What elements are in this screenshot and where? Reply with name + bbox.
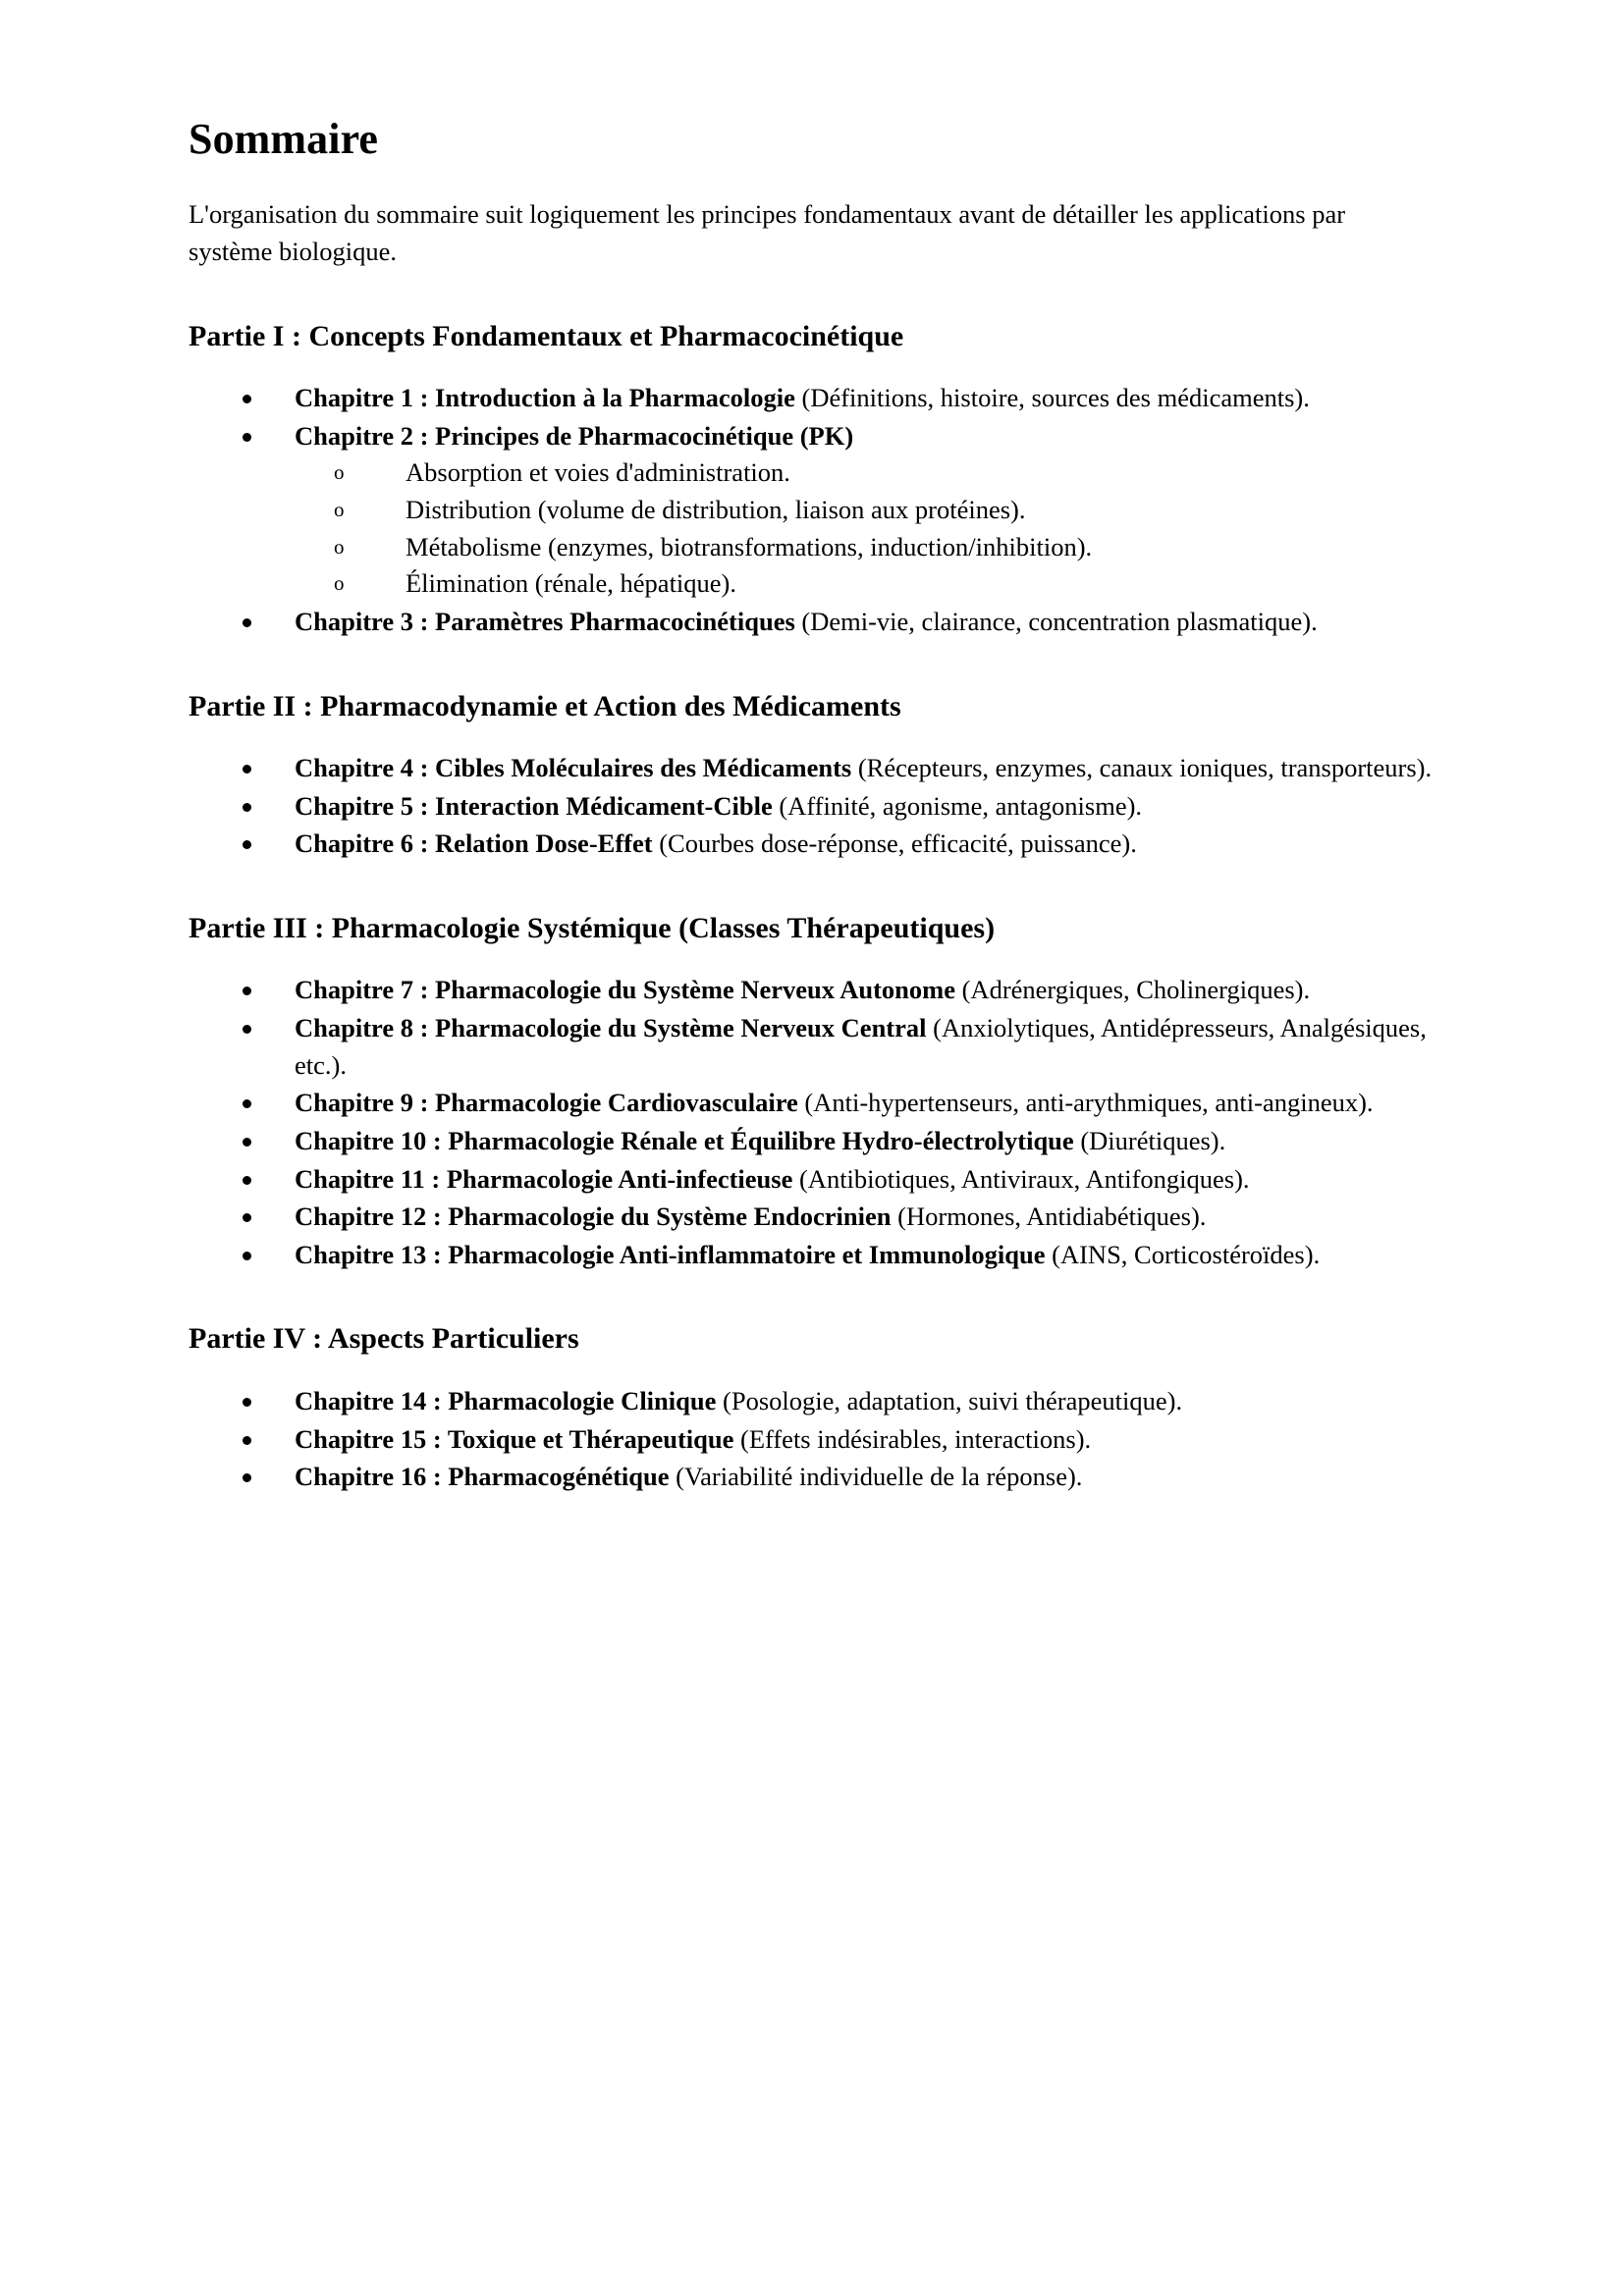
chapter-item[interactable]: [189, 1199, 1477, 1236]
chapter-description: (Effets indésirables, interactions).: [733, 1423, 1092, 1454]
chapter-title: Chapitre 5 : Interaction Médicament-Cible: [295, 790, 773, 821]
chapter-description: (Variabilité individuelle de la réponse).: [669, 1462, 1083, 1492]
circle-bullet-icon: o: [334, 498, 345, 522]
circle-bullet-icon: o: [334, 571, 345, 596]
chapter-list: [189, 1383, 1477, 1496]
chapter-description: (Adrénergiques, Cholinergiques).: [954, 975, 1311, 1005]
subitem[interactable]: [295, 454, 1477, 492]
disc-bullet-icon: [243, 750, 252, 760]
subitem-text: Métabolisme (enzymes, biotransformations, induction/inhibition).: [406, 531, 1093, 561]
chapter-title: Chapitre 10 : Pharmacologie Rénale et Équilibre Hydro-électrolytique: [295, 1125, 1074, 1155]
chapter-item[interactable]: [189, 1421, 1477, 1459]
subitem-text: Absorption et voies d'administration.: [406, 457, 790, 488]
chapter-item[interactable]: [189, 1237, 1477, 1274]
chapter-title: Chapitre 16 : Pharmacogénétique: [295, 1462, 670, 1492]
chapter-description: (Diurétiques).: [1073, 1125, 1226, 1155]
page-title: Sommaire: [189, 115, 379, 163]
chapter-description: (AINS, Corticostéroïdes).: [1045, 1239, 1321, 1269]
subitem[interactable]: [295, 565, 1477, 603]
subitem-text: Distribution (volume de distribution, liaison aux protéines).: [406, 495, 1026, 525]
chapter-item[interactable]: [189, 1123, 1477, 1160]
disc-bullet-icon: [243, 1383, 252, 1393]
chapter-description: (Demi-vie, clairance, concentration plasmatique).: [794, 606, 1318, 636]
chapter-title: Chapitre 1 : Introduction à la Pharmacologie: [295, 383, 795, 413]
chapter-item[interactable]: [189, 1085, 1477, 1122]
chapter-item[interactable]: [189, 972, 1477, 1009]
chapter-title: Chapitre 11 : Pharmacologie Anti-infectieuse: [295, 1163, 793, 1194]
chapter-item[interactable]: [189, 418, 1477, 603]
disc-bullet-icon: [243, 418, 252, 428]
disc-bullet-icon: [243, 1421, 252, 1431]
subitem[interactable]: [295, 529, 1477, 566]
chapter-item[interactable]: [189, 1383, 1477, 1420]
chapter-item[interactable]: [189, 380, 1477, 417]
chapter-item[interactable]: [189, 604, 1477, 641]
disc-bullet-icon: [243, 972, 252, 982]
chapter-list: [189, 750, 1477, 863]
chapter-description: (Posologie, adaptation, suivi thérapeutique).: [716, 1385, 1183, 1415]
subitem-list: [295, 454, 1477, 603]
chapter-title: Chapitre 6 : Relation Dose-Effet: [295, 828, 653, 859]
chapter-description: (Courbes dose-réponse, efficacité, puissance).: [652, 828, 1137, 859]
chapter-title: Chapitre 2 : Principes de Pharmacocinétique (PK): [295, 420, 854, 451]
disc-bullet-icon: [243, 1085, 252, 1095]
circle-bullet-icon: o: [334, 534, 345, 559]
chapter-title: Chapitre 9 : Pharmacologie Cardiovasculaire: [295, 1088, 798, 1118]
part-heading: Partie II : Pharmacodynamie et Action des Médicaments: [189, 689, 901, 722]
chapter-list: [189, 972, 1477, 1273]
disc-bullet-icon: [243, 1010, 252, 1020]
parts-container: [189, 318, 1477, 1496]
chapter-title: Chapitre 12 : Pharmacologie du Système Endocrinien: [295, 1201, 892, 1232]
circle-bullet-icon: o: [334, 460, 345, 485]
chapter-title: Chapitre 8 : Pharmacologie du Système Nerveux Central: [295, 1013, 927, 1043]
chapter-item[interactable]: [189, 750, 1477, 787]
subitem[interactable]: [295, 492, 1477, 529]
disc-bullet-icon: [243, 1199, 252, 1208]
chapter-title: Chapitre 13 : Pharmacologie Anti-inflammatoire et Immunologique: [295, 1239, 1046, 1269]
part-heading: Partie I : Concepts Fondamentaux et Pharmacocinétique: [189, 319, 904, 352]
intro-paragraph: L'organisation du sommaire suit logiquement les principes fondamentaux avant de détailler les applications par système biologique.: [189, 199, 1346, 267]
part-heading: Partie III : Pharmacologie Systémique (Classes Thérapeutiques): [189, 911, 996, 944]
disc-bullet-icon: [243, 604, 252, 614]
disc-bullet-icon: [243, 788, 252, 798]
disc-bullet-icon: [243, 1459, 252, 1468]
chapter-description: (Anti-hypertenseurs, anti-arythmiques, anti-angineux).: [797, 1088, 1374, 1118]
chapter-title: Chapitre 14 : Pharmacologie Clinique: [295, 1385, 717, 1415]
chapter-item[interactable]: [189, 826, 1477, 863]
disc-bullet-icon: [243, 380, 252, 390]
chapter-description: (Anxiolytiques, Antidépresseurs, Analgésiques, etc.).: [295, 1013, 1427, 1080]
disc-bullet-icon: [243, 1123, 252, 1133]
chapter-description: (Affinité, agonisme, antagonisme).: [772, 790, 1143, 821]
chapter-item[interactable]: [189, 1161, 1477, 1199]
disc-bullet-icon: [243, 826, 252, 835]
chapter-title: Chapitre 7 : Pharmacologie du Système Nerveux Autonome: [295, 975, 955, 1005]
chapter-title: Chapitre 15 : Toxique et Thérapeutique: [295, 1423, 734, 1454]
part-heading: Partie IV : Aspects Particuliers: [189, 1322, 579, 1356]
chapter-item[interactable]: [189, 1010, 1477, 1084]
chapter-description: (Définitions, histoire, sources des médicaments).: [794, 383, 1310, 413]
disc-bullet-icon: [243, 1161, 252, 1171]
chapter-item[interactable]: [189, 1459, 1477, 1496]
chapter-description: (Antibiotiques, Antiviraux, Antifongiques).: [792, 1163, 1250, 1194]
chapter-item[interactable]: [189, 788, 1477, 826]
chapter-description: (Récepteurs, enzymes, canaux ioniques, transporteurs).: [851, 753, 1433, 783]
subitem-text: Élimination (rénale, hépatique).: [406, 568, 737, 599]
chapter-title: Chapitre 3 : Paramètres Pharmacocinétiques: [295, 606, 795, 636]
chapter-title: Chapitre 4 : Cibles Moléculaires des Médicaments: [295, 753, 852, 783]
chapter-list: [189, 380, 1477, 640]
chapter-description: (Hormones, Antidiabétiques).: [891, 1201, 1207, 1232]
disc-bullet-icon: [243, 1237, 252, 1247]
